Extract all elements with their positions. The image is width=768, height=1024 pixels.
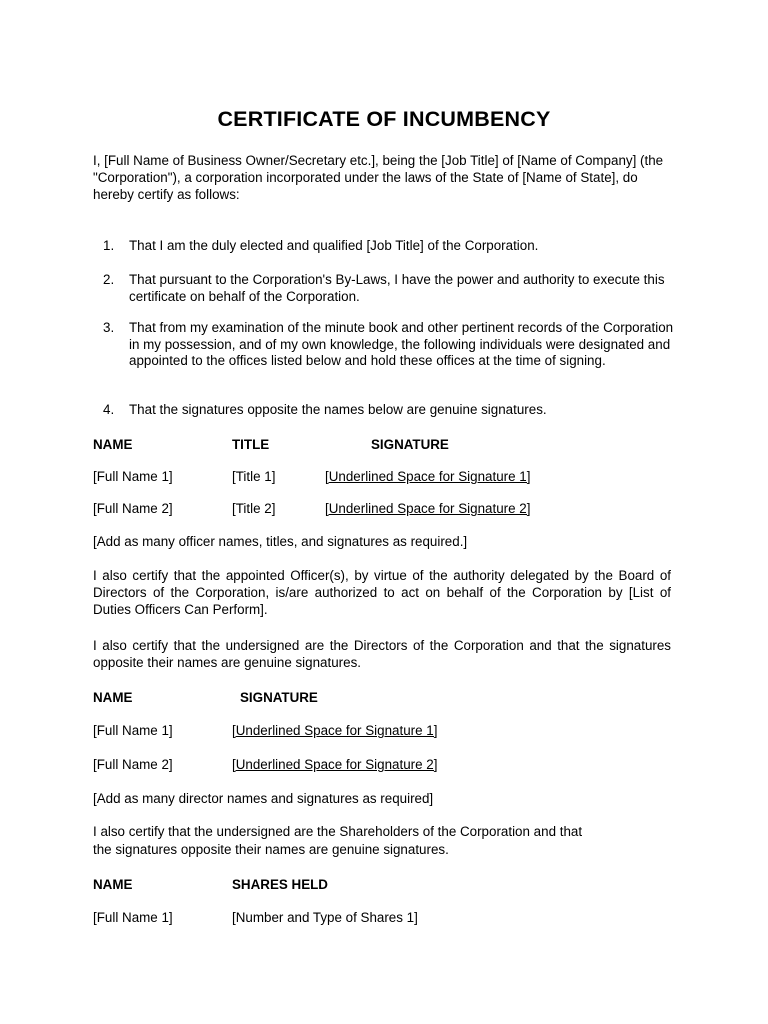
list-item	[103, 238, 683, 255]
director-name: [Full Name 2]	[93, 757, 173, 772]
officer-signature-line[interactable]: [Underlined Space for Signature 1]	[325, 469, 531, 484]
shareholders-paragraph-line-2: the signatures opposite their names are genuine signatures.	[93, 842, 449, 857]
officer-title: [Title 1]	[232, 469, 276, 484]
officer-name: [Full Name 1]	[93, 469, 173, 484]
list-item	[103, 402, 683, 419]
list-item-number: 3.	[103, 320, 115, 335]
shareholders-header-shares: SHARES HELD	[232, 877, 328, 892]
officer-name: [Full Name 2]	[93, 501, 173, 516]
officers-note: [Add as many officer names, titles, and signatures as required.]	[93, 534, 468, 549]
shareholder-shares: [Number and Type of Shares 1]	[232, 910, 418, 925]
directors-header-signature: SIGNATURE	[240, 690, 318, 705]
shareholders-header-name: NAME	[93, 877, 133, 892]
list-item-text: That pursuant to the Corporation's By-Laws, I have the power and authority to execute this certificate on behalf of the Corporation.	[129, 272, 665, 304]
director-name: [Full Name 1]	[93, 723, 173, 738]
shareholders-paragraph-line-1: I also certify that the undersigned are the Shareholders of the Corporation and that	[93, 824, 583, 839]
shareholder-name: [Full Name 1]	[93, 910, 173, 925]
list-item-number: 4.	[103, 402, 115, 417]
list-item-text: That from my examination of the minute book and other pertinent records of the Corporation in my possession, and of my own knowledge, the following individuals were designated and appointed to the offices listed below and hold these offices at the time of signing.	[129, 320, 674, 369]
officer-title: [Title 2]	[232, 501, 276, 516]
officers-header-signature: SIGNATURE	[371, 437, 449, 452]
list-item-text: That I am the duly elected and qualified [Job Title] of the Corporation.	[129, 238, 539, 253]
list-item	[103, 320, 683, 370]
officers-header-name: NAME	[93, 437, 133, 452]
directors-paragraph: I also certify that the undersigned are the Directors of the Corporation and that the signatures opposite their names are genuine signatures.	[93, 638, 671, 670]
list-item	[103, 272, 683, 305]
authority-paragraph: I also certify that the appointed Officer(s), by virtue of the authority delegated by the Board of Directors of the Corporation, is/are authorized to act on behalf of the Corporation by [List of Duties Officers Can Perform].	[93, 568, 671, 617]
director-signature-line[interactable]: [Underlined Space for Signature 2]	[232, 757, 438, 772]
directors-note: [Add as many director names and signatures as required]	[93, 791, 434, 806]
director-signature-line[interactable]: [Underlined Space for Signature 1]	[232, 723, 438, 738]
officers-header-title: TITLE	[232, 437, 270, 452]
list-item-text: That the signatures opposite the names below are genuine signatures.	[129, 402, 547, 417]
intro-paragraph: I, [Full Name of Business Owner/Secretary etc.], being the [Job Title] of [Name of Company] (the "Corporation"), a corporation incorporated under the laws of the State of [Name of State], do hereby certify as follows:	[93, 153, 664, 202]
directors-header-name: NAME	[93, 690, 133, 705]
list-item-number: 1.	[103, 238, 115, 253]
officer-signature-line[interactable]: [Underlined Space for Signature 2]	[325, 501, 531, 516]
list-item-number: 2.	[103, 272, 115, 287]
document-title: CERTIFICATE OF INCUMBENCY	[217, 107, 551, 131]
